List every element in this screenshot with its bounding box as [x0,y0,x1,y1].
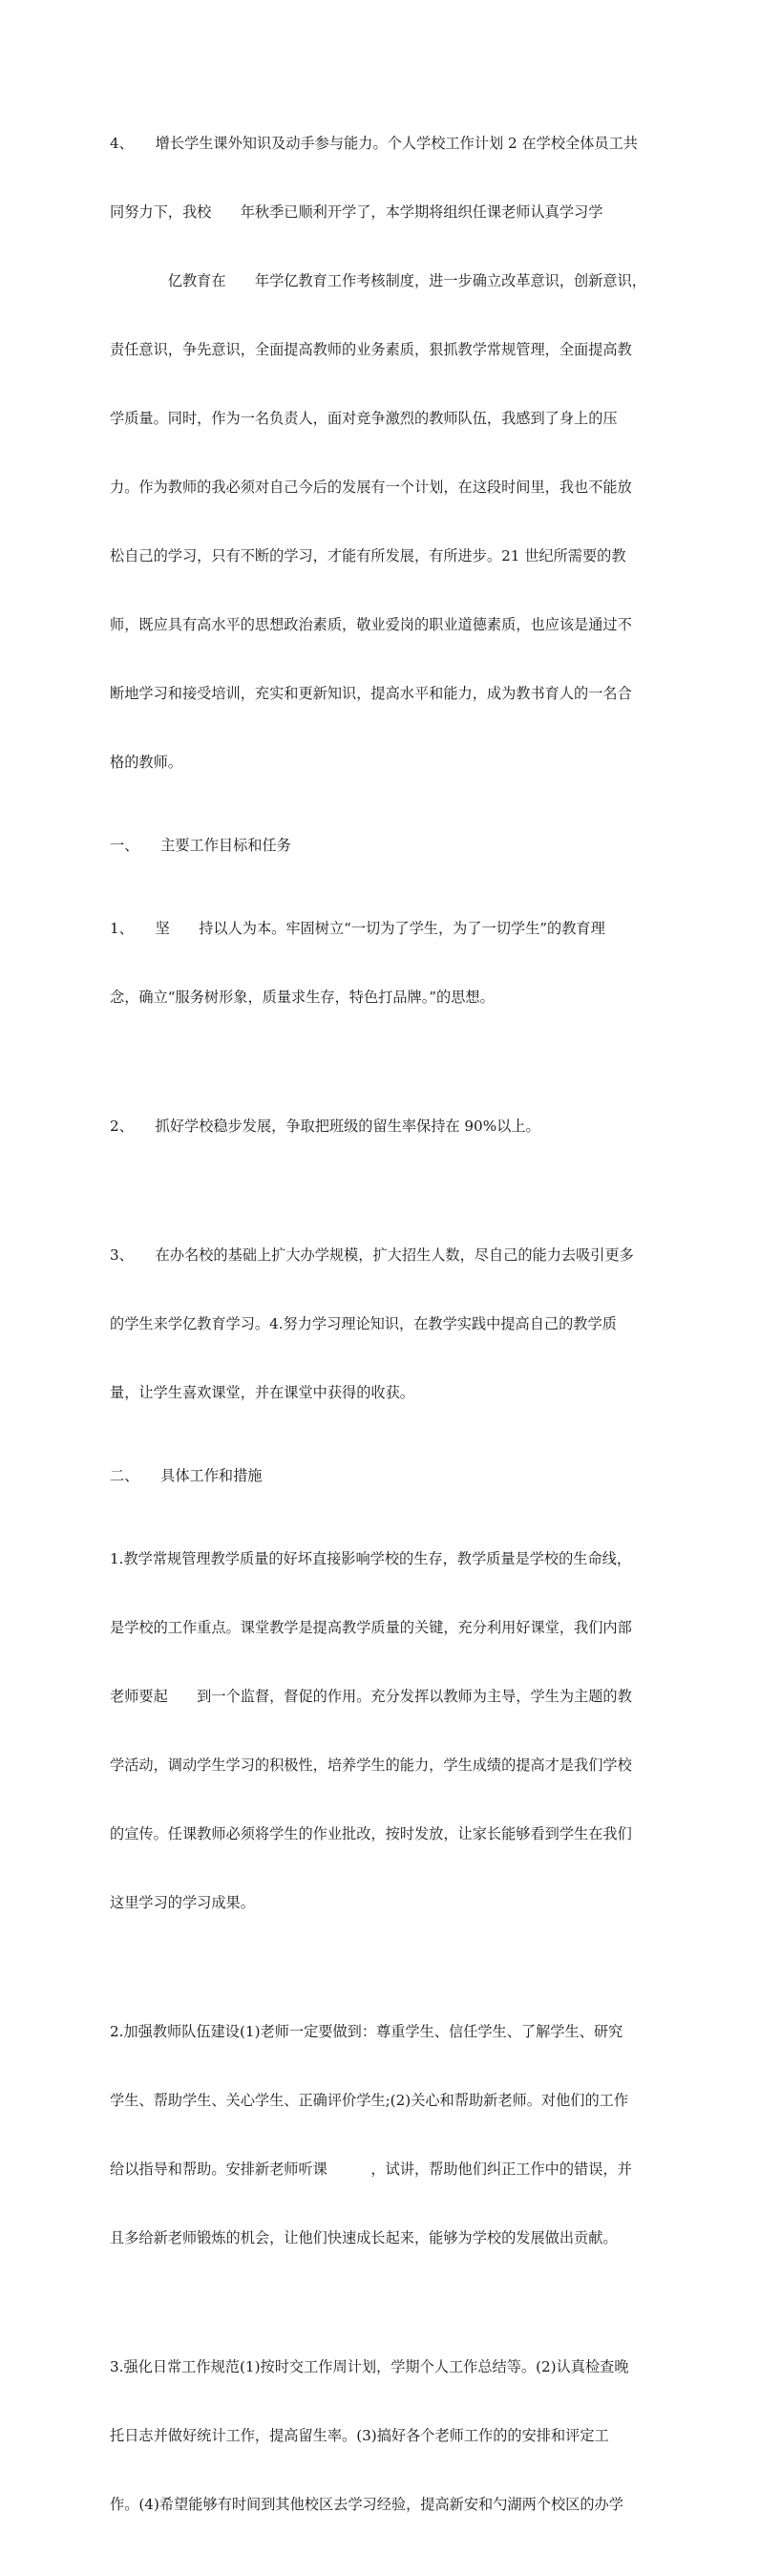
text-line: 责任意识，争先意识，全面提高教师的业务素质，狠抓教学常规管理，全面提高教 [110,341,632,358]
text-line: 托日志并做好统计工作，提高留生率。(3)搞好各个老师工作的的安排和评定工 [110,2427,609,2444]
paragraph-intro [110,86,654,820]
text-line: 是学校的工作重点。课堂教学是提高教学质量的关键，充分利用好课堂，我们内部 [110,1619,632,1636]
text-line: 2、 抓好学校稳步发展，争取把班级的留生率保持在 90%以上。 [110,1118,540,1135]
text-line: 的宣传。任课教师必须将学生的作业批改，按时发放，让家长能够看到学生在我们 [110,1825,632,1842]
text-line: 格的教师。 [110,754,182,771]
text-line: 2.加强教师队伍建设(1)老师一定要做到：尊重学生、信任学生、了解学生、研究 [110,2023,623,2040]
text-line: 亿教育在 年学亿教育工作考核制度，进一步确立改革意识，创新意识， [110,272,646,289]
text-line: 师，既应具有高水平的思想政治素质，敬业爱岗的职业道德素质，也应该是通过不 [110,616,632,633]
text-line: 学生、帮助学生、关心学生、正确评价学生;(2)关心和帮助新老师。对他们的工作 [110,2092,629,2109]
text-line: 松自己的学习，只有不断的学习，才能有所发展，有所进步。21 世纪所需要的教 [110,547,626,564]
paragraph-measure-1 [110,1501,654,1960]
section-heading-goals: 一、 主要工作目标和任务 [110,837,291,854]
text-line: 量，让学生喜欢课堂，并在课堂中获得的收获。 [110,1384,414,1401]
text-line: 断地学习和接受培训，充实和更新知识，提高水平和能力，成为教书育人的一名合 [110,685,632,702]
text-line: 1、 坚 持以人为本。牢固树立“一切为了学生，为了一切学生”的教育理 [110,920,605,937]
paragraph-goal-3 [110,1198,654,1450]
text-line: 学活动，调动学生学习的积极性，培养学生的能力，学生成绩的提高才是我们学校 [110,1756,632,1774]
document-page [110,86,654,2576]
text-line: 这里学习的学习成果。 [110,1894,255,1911]
text-line: 念，确立“服务树形象，质量求生存，特色打品牌。”的思想。 [110,989,495,1006]
text-line: 学质量。同时，作为一名负责人，面对竞争激烈的教师队伍，我感到了身上的压 [110,410,618,427]
paragraph-measure-2 [110,1974,654,2295]
text-line: 给以指导和帮助。安排新老师听课 ，试讲，帮助他们纠正工作中的错误，并 [110,2161,632,2178]
text-line: 3.强化日常工作规范(1)按时交工作周计划，学期个人工作总结等。(2)认真检查晚 [110,2358,629,2375]
text-line: 且多给新老师锻炼的机会，让他们快速成长起来，能够为学校的发展做出贡献。 [110,2229,618,2246]
text-line: 的学生来学亿教育学习。4.努力学习理论知识，在教学实践中提高自己的教学质 [110,1315,617,1332]
paragraph-goal-1 [110,871,654,1054]
paragraph-goal-2 [110,1069,654,1183]
text-line: 4、 增长学生课外知识及动手参与能力。个人学校工作计划 2 在学校全体员工共 [110,135,638,152]
paragraph-measure-3 [110,2310,654,2562]
text-line: 作。(4)希望能够有时间到其他校区去学习经验，提高新安和勺湖两个校区的办学 [110,2496,623,2513]
text-line: 力。作为教师的我必须对自己今后的发展有一个计划，在这段时间里，我也不能放 [110,479,632,496]
section-heading-measures: 二、 具体工作和措施 [110,1467,263,1484]
text-line: 老师要起 到一个监督，督促的作用。充分发挥以教师为主导，学生为主题的教 [110,1688,632,1705]
text-line: 3、 在办名校的基础上扩大办学规模，扩大招生人数，尽自己的能力去吸引更多 [110,1246,634,1264]
text-line: 同努力下，我校 年秋季已顺利开学了，本学期将组织任课老师认真学习学 [110,203,603,221]
text-line: 1.教学常规管理教学质量的好坏直接影响学校的生存，教学质量是学校的生命线， [110,1550,632,1567]
